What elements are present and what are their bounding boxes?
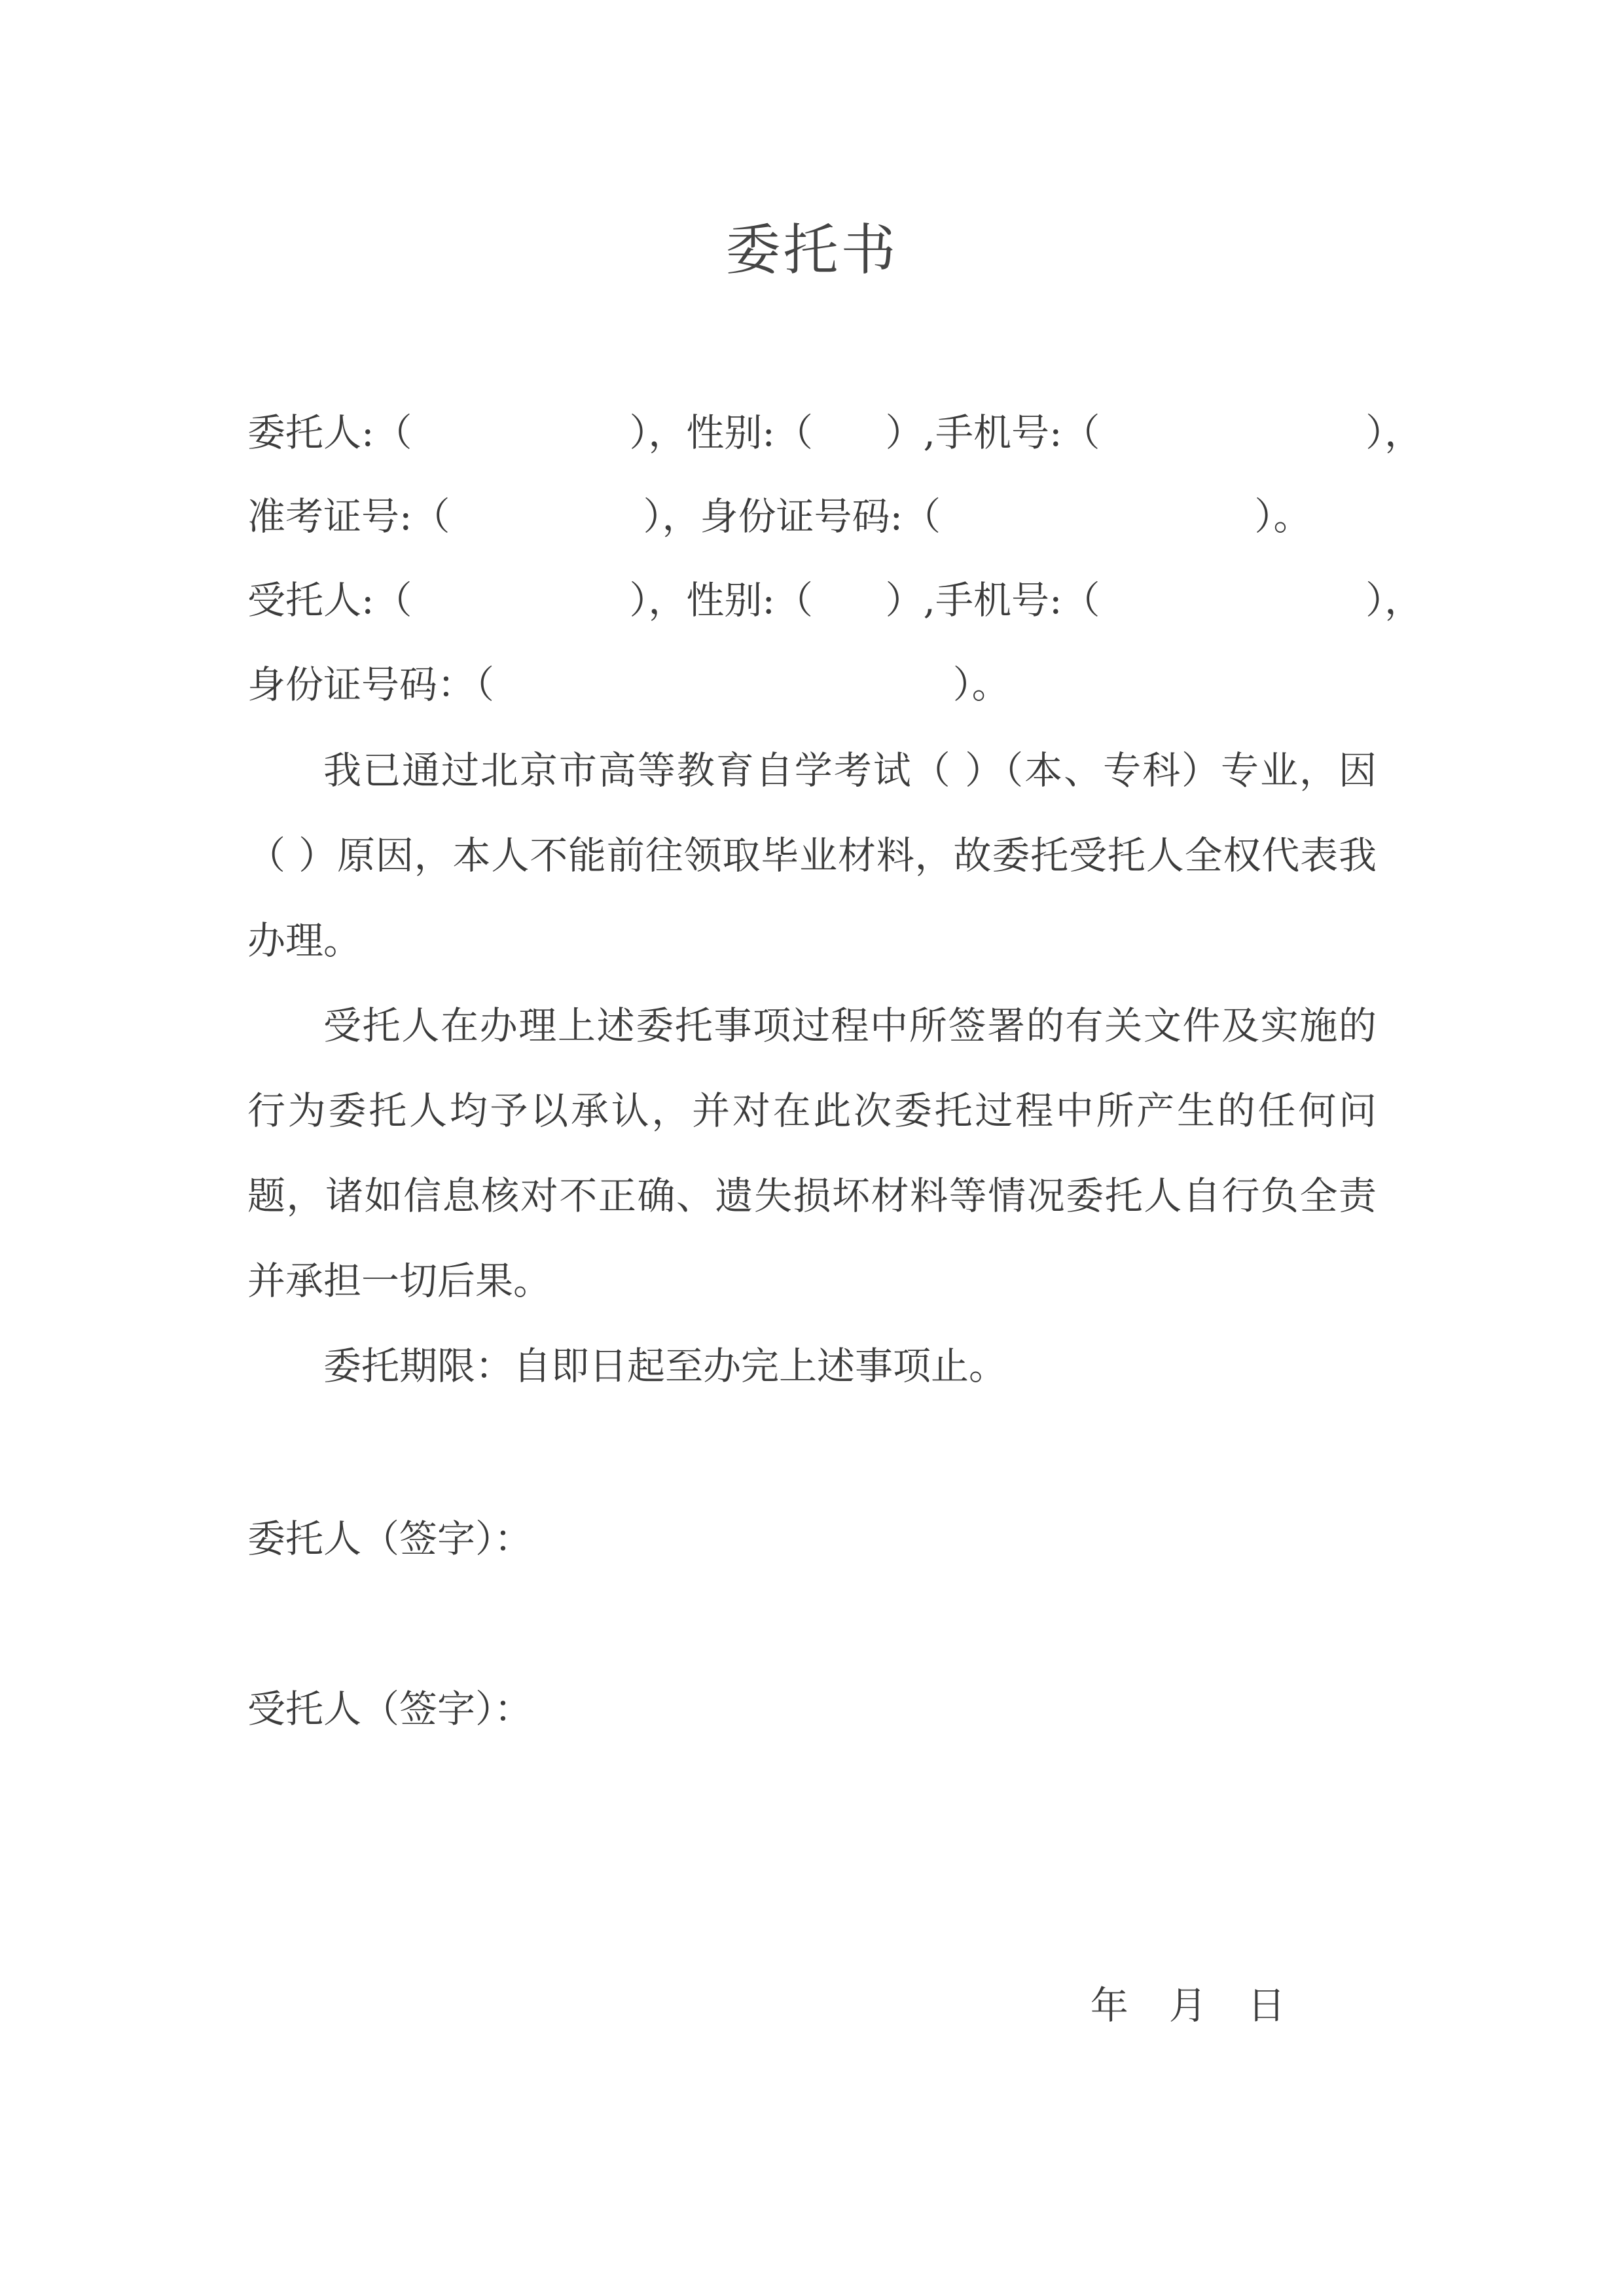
principal-info-line: 委托人:（ ），性别:（ ）,手机号:（ ）， [247,410,1423,455]
date-year: 年 [1090,1983,1128,2028]
agent-id-line: 身份证号码：（ ）。 [247,662,1010,707]
document-title: 委托书 [725,218,899,282]
paragraph-term: 委托期限：自即日起至办完上述事项止。 [323,1344,1007,1388]
date-line [1042,1948,1286,2062]
paragraph-reason: 我已通过北京市高等教育自学考试（ ）（本、专科）专业，因（ ）原因，本人不能前往领取毕业材料，故委托受托人全权代表我办理。 [247,748,1377,963]
agent-info-line: 受托人:（ ），性别:（ ）,手机号:（ ）， [247,578,1423,622]
date-month: 月 [1168,1983,1207,2028]
principal-signature-label: 委托人（签字）： [247,1516,533,1561]
paragraph-acknowledgement: 受托人在办理上述委托事项过程中所签署的有关文件及实施的行为委托人均予以承认，并对在此次委托过程中所产生的任何问题，诸如信息核对不正确、遗失损坏材料等情况委托人自行负全责并承担一切后果。 [247,1003,1377,1303]
date-day: 日 [1247,1983,1286,2028]
exam-id-line: 准考证号:（ ），身份证号码:（ ）。 [247,494,1312,539]
agent-signature-label: 受托人（签字）： [247,1687,533,1731]
